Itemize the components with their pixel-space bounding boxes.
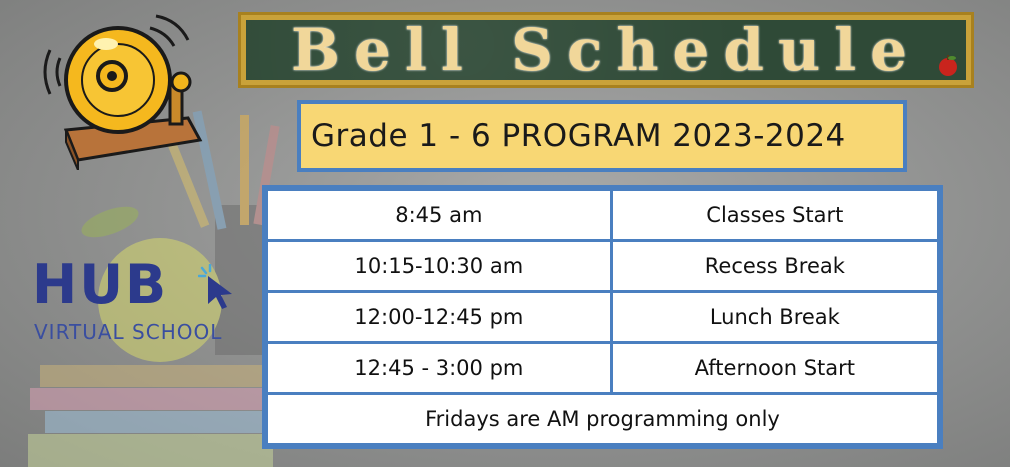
event-cell: Lunch Break — [613, 293, 937, 341]
chalkboard — [246, 16, 966, 84]
table-row — [268, 344, 937, 392]
program-heading-text: Grade 1 - 6 PROGRAM 2023-2024 — [311, 118, 846, 154]
title-banner — [238, 12, 974, 88]
logo-name: HUB — [32, 253, 169, 316]
table-row — [268, 395, 937, 443]
logo-subtitle: VIRTUAL SCHOOL — [34, 320, 223, 344]
banner-title: Bell Schedule — [290, 16, 922, 84]
event-cell: Afternoon Start — [613, 344, 937, 392]
time-cell: 12:45 - 3:00 pm — [268, 344, 610, 392]
time-cell: 8:45 am — [268, 191, 610, 239]
event-cell: Classes Start — [613, 191, 937, 239]
time-cell: 10:15-10:30 am — [268, 242, 610, 290]
program-heading — [297, 100, 907, 172]
table-row — [268, 293, 937, 341]
hub-logo — [30, 253, 240, 358]
schedule-table — [262, 185, 943, 449]
cursor-icon — [198, 264, 238, 312]
table-row — [268, 242, 937, 290]
time-cell: 12:00-12:45 pm — [268, 293, 610, 341]
event-cell: Recess Break — [613, 242, 937, 290]
table-row — [268, 191, 937, 239]
apple-icon — [936, 54, 960, 76]
alarm-bell-icon — [38, 10, 208, 170]
friday-note: Fridays are AM programming only — [268, 395, 937, 443]
